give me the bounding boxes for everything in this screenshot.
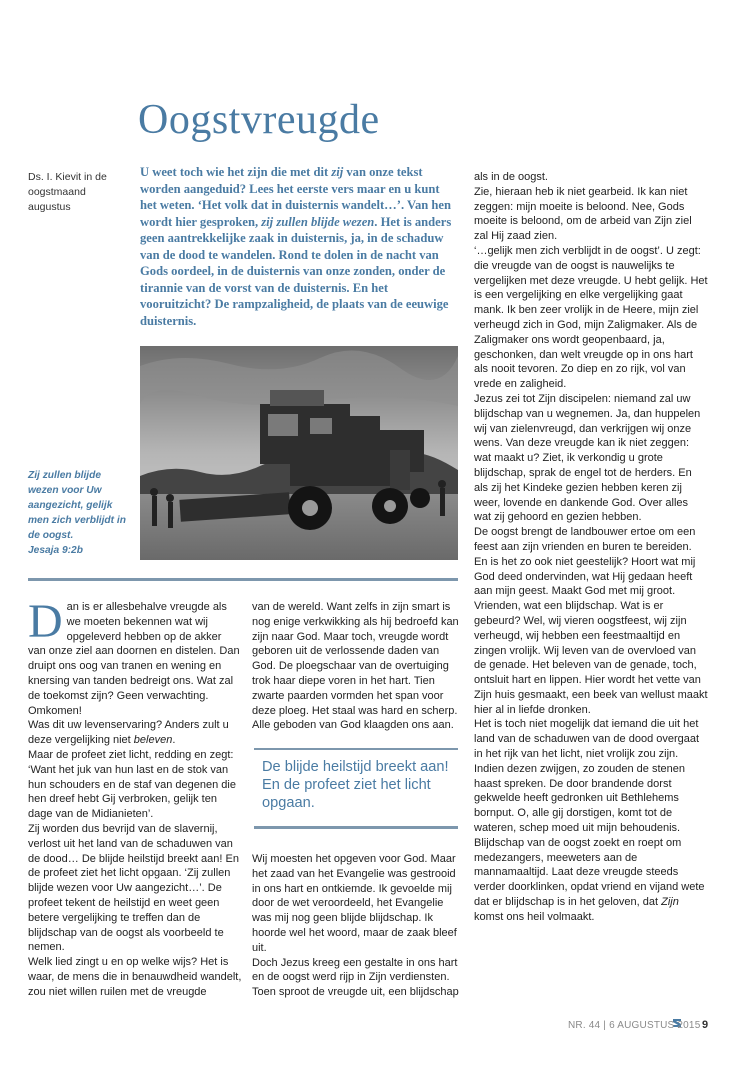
intro-emphasis: zij zullen blijde wezen	[261, 214, 375, 229]
intro-emphasis: zij	[331, 165, 344, 179]
intro-text: U weet toch wie het zijn die met dit	[140, 165, 332, 179]
emphasis: beleven	[133, 734, 173, 747]
paragraph: Vrienden, wat een blijdschap. Wat is er gebeurd? Wel, wij vieren oogstfeest, wij zijn verheugd, wij hebben een feestmaaltijd en zingen vrolijk. Wij leven van de overvloed van de genade. Het beleven van de genade, toch, ontsluit hart en lippen. Hier wordt het vette van Zijn huis gesmaakt, een beek van wellust maakt hier al in liefde dronken.	[474, 600, 708, 716]
body-column-2-continued	[252, 852, 460, 1000]
paragraph: Wij moesten het opgeven voor God. Maar het zaad van het Evangelie was gestrooid in ons hart en ontkiemde. Ik gevoelde mij door de wet veroordeeld, het Evangelie was mij nog geen blijde blijdschap. Ik hoorde wel het woord, maar de zaak bleef uit.	[252, 853, 457, 954]
body-column-3	[474, 170, 708, 925]
caption-reference: Jesaja 9:2b	[28, 545, 83, 556]
emphasis: Zijn	[661, 896, 679, 909]
paragraph: van de wereld. Want zelfs in zijn smart is nog enige verkwikking als hij bedroefd kan zijn naar God. Maar toch, vreugde wordt geboren uit de verlossende daden van God. De ploegschaar van de overtuiging trok haar diepe voren in het hart. Tien zwarte paarden vormden het span voor deze ploeg. Het staal was hard en scherp. Alle geboden van God klaagden ons aan.	[252, 601, 459, 732]
pullquote: De blijde heilstijd breekt aan! En de profeet ziet het licht opgaan.	[262, 759, 449, 811]
pullquote-rule-top	[254, 748, 458, 750]
issue-footer: NR. 44 | 6 AUGUSTUS 2015	[568, 1020, 701, 1031]
paragraph-text: komst ons heil volmaakt.	[474, 910, 595, 923]
paragraph: De oogst brengt de landbouwer ertoe om een feest aan zijn vrienden en buren te bereiden. En is het zo ook niet geestelijk? Hoort wat mij God deed ondervinden, wat Hij gedaan heeft aan mijn geest. Maakt God met mij groot.	[474, 526, 696, 598]
drop-cap: D	[28, 595, 63, 648]
intro-paragraph	[140, 164, 458, 329]
intro-text: van onze tekst worden aangeduid? Lees het eerste vers maar en u kunt het weten. ‘Het volk dat in duisternis wandelt…’. Van hen wordt hier gesproken,	[140, 165, 452, 229]
article-title: Oogstvreugde	[138, 97, 380, 143]
paragraph: Zij worden dus bevrijd van de slavernij, verlost uit het land van de schaduwen van de dood… De blijde heilstijd breekt aan! En de profeet ziet het licht opgaan. ‘Zij zullen blijde wezen voor Uw aangezicht…’. De profeet tekent de heilstijd en weet geen betere vergelijking te treffen dan de blijdschap van de oogst als voorbeeld te nemen.	[28, 822, 239, 954]
paragraph: Maar de profeet ziet licht, redding en zegt: ‘Want het juk van hun last en de stok van hun schouders en de staf van degenen die hen dreef hebt Gij verbroken, gelijk ten dage van de Midianieten’.	[28, 748, 236, 821]
pullquote-rule-bottom	[254, 826, 458, 829]
paragraph: Welk lied zingt u en op welke wijs? Het is waar, de mens die in benauwdheid wandelt, zou niet willen ruilen met de vreugde	[28, 956, 242, 998]
paragraph	[28, 595, 242, 718]
paragraph: ‘…gelijk men zich verblijdt in de oogst’. U zegt: die vreugde van de oogst is nauwelijks te vergelijken met deze vreugde. U hebt gelijk. Het is een vergelijking en elke vergelijking gaat mank. Ik ben zeer vrolijk in de Heere, mijn ziel verheugd zich in God, mijn Zaligmaker. Als de Zaligmaker ons wordt geopenbaard, ja, geschonken, dan welt vreugde op in ons hart als nooit tevoren. Zo diep en zo rijk, vol van vrede en zaligheid.	[474, 244, 708, 391]
paragraph: Zie, hieraan heb ik niet gearbeid. Ik kan niet zeggen: mijn moeite is beloond. Nee, Gods moeite is beloond, om de arbeid van Zijn ziel zal Hij zaad zien.	[474, 185, 692, 243]
body-column-1	[28, 595, 242, 1000]
photo-caption	[28, 468, 132, 558]
paragraph-text: an is er allesbehalve vreugde als we moeten bekennen wat wij opgeleverd hebben op de akker van onze ziel aan doornen en distelen. Dan druipt ons oog van tranen en wening en knersing van tanden bedreigt ons. Wat zal de toekomst zijn? Geen verwachting. Omkomen!	[28, 601, 240, 717]
paragraph	[474, 836, 708, 925]
intro-text: . Het is anders geen aantrekkelijke zaak in duisternis, ja, in de schaduw van de dood te wandelen. Rond te dolen in de nacht van Gods oordeel, in de duisternis van onze zonden, onder de tirannie van de vorst van de duisternis. En het vooruitzicht? De rampzaligheid, de plaats van de eeuwige duisternis.	[140, 214, 452, 328]
author-byline: Ds. I. Kievit in de oogstmaand augustus	[28, 171, 107, 213]
paragraph: Jezus zei tot Zijn discipelen: niemand zal uw blijdschap van u wegnemen. Ja, dan huppelen wij van zielenvreugd, dan verkrijgen wij onze wens. Van deze vreugde kan ik niet zeggen: wat maakt u? Ziet, ik verkondig u grote blijdschap, sprak de engel tot de herders. En als zij het Kindeke gezien hebben keren zij weer, lovende en dankende God. Over alles wat zij gehoord en gezien hebben.	[474, 392, 701, 524]
body-column-2	[252, 600, 460, 733]
paragraph: als in de oogst.	[474, 171, 548, 183]
harvester-photo	[140, 346, 458, 560]
paragraph-text: Was dit uw levenservaring? Anders zult u deze vergelijking niet	[28, 719, 229, 747]
caption-quote: Zij zullen blijde wezen voor Uw aangezicht, gelijk men zich verblijdt in de oogst.	[28, 470, 126, 541]
page-number: 9	[702, 1019, 709, 1031]
paragraph: Het is toch niet mogelijk dat iemand die uit het land van de schaduwen van de dood overgaat in het rijk van het licht, niet vrolijk zou zijn. Indien dezen zwijgen, zo zouden de stenen haast spreken. De door brandende dorst gekwelde heeft gedronken uit Bethlehems bornput. O, alle gij dorstigen, komt tot de wateren, schep moed uit mijn behoudenis.	[474, 718, 700, 835]
section-divider	[28, 578, 458, 581]
paragraph: Doch Jezus kreeg een gestalte in ons hart en de oogst werd rijp in Zijn verdiensten. Toen sproot de vreugde uit, een blijdschap	[252, 956, 459, 999]
paragraph	[28, 718, 242, 748]
paragraph-text: Blijdschap van de oogst zoekt en roept om medezangers, meeweters aan de mannamaaltijd. Laat deze vreugde steeds verder doorklinken, opdat vriend en vijand wete dat er blijdschap is in het geloven, dat	[474, 836, 705, 909]
paragraph-text: .	[172, 734, 176, 747]
